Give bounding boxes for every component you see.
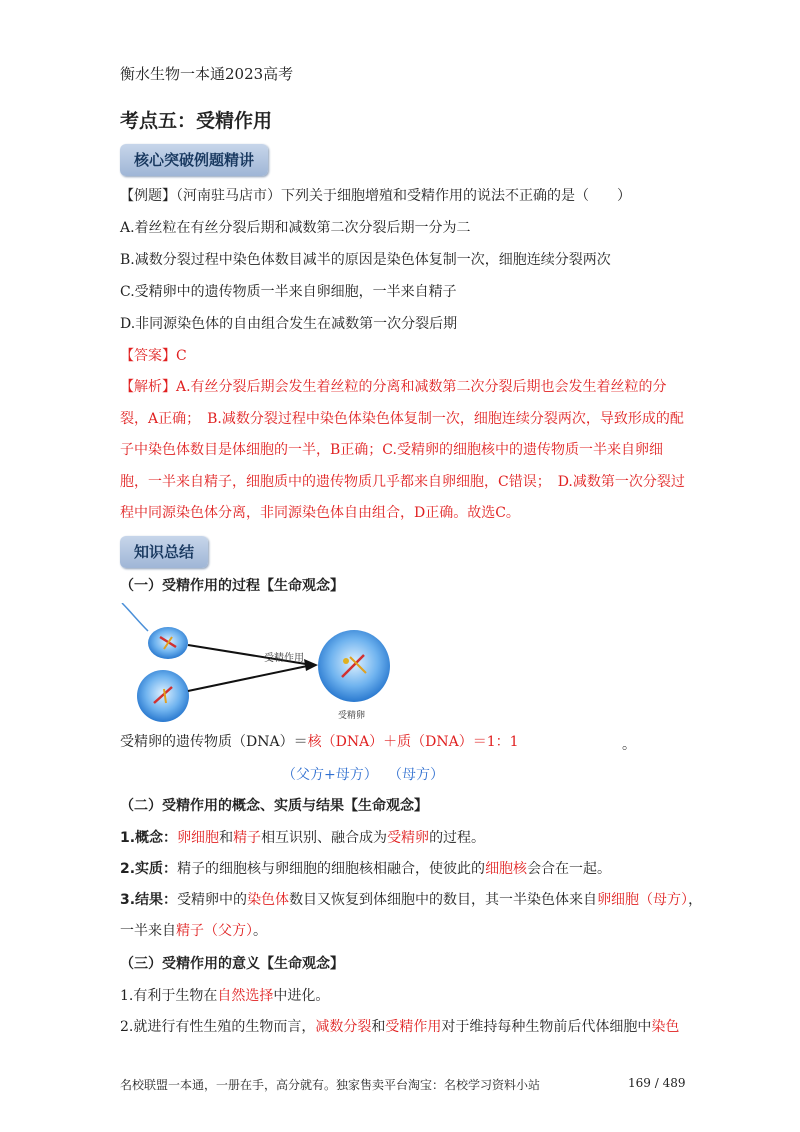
- concept-line: 1.概念：卵细胞和精子相互识别、融合成为受精卵的过程。: [120, 830, 486, 846]
- formula-red: 核（DNA）＋质（DNA）＝1：1: [307, 734, 519, 750]
- option-a: A.着丝粒在有丝分裂后期和减数第二次分裂后期一分为二: [120, 220, 471, 236]
- document-header: 衡水生物一本通2023高考: [120, 65, 294, 83]
- formula-sub-right: （母方）: [388, 767, 444, 783]
- result-line-2: 一半来自精子（父方）。: [120, 923, 267, 939]
- page-footer: 名校联盟一本通，一册在手，高分就有。独家售卖平台淘宝：名校学习资料小站: [120, 1078, 541, 1092]
- arrow-head: [304, 659, 318, 671]
- part1-heading: （一）受精作用的过程【生命观念】: [120, 578, 344, 594]
- arrow-line-bottom: [188, 665, 312, 691]
- analysis: 【解析】A.有丝分裂后期会发生着丝粒的分离和减数第二次分裂后期也会发生着丝粒的分裂，A正确； B.减数分裂过程中染色体染色体复制一次，细胞连续分裂两次，导致形成的配子中染色体数目是体细胞的一半，B正确；C.受精卵的细胞核中的遗传物质一半来自卵细胞，一半来自精子，细胞质中的遗传物质几乎都来自卵细胞，C错误； D.减数第一次分裂过程中同源染色体分离，非同源染色体自由组合，D正确。故选C。: [120, 379, 685, 521]
- dna-formula: [120, 732, 519, 752]
- option-b: B.减数分裂过程中染色体数目减半的原因是染色体复制一次，细胞连续分裂两次: [120, 252, 611, 268]
- page-number: 169 / 489: [628, 1076, 686, 1090]
- section-title: 考点五：受精作用: [120, 110, 273, 132]
- zygote-label: 受精卵: [338, 711, 366, 721]
- part3-heading: （三）受精作用的意义【生命观念】: [120, 956, 344, 972]
- process-label: 受精作用: [264, 653, 304, 664]
- option-d: D.非同源染色体的自由组合发生在减数第一次分裂后期: [120, 316, 458, 332]
- knowledge-summary-tag: 知识总结: [120, 536, 208, 568]
- core-examples-tag: 核心突破例题精讲: [120, 144, 268, 176]
- significance-line-2: 2.就进行有性生殖的生物而言，减数分裂和受精作用对于维持每种生物前后代体细胞中染色: [120, 1019, 680, 1035]
- result-line-1: 3.结果：受精卵中的染色体数目又恢复到体细胞中的数目，其一半染色体来自卵细胞（母方），: [120, 892, 703, 908]
- formula-end: 。: [622, 737, 636, 753]
- answer: 【答案】C: [120, 348, 187, 364]
- part2-heading: （二）受精作用的概念、实质与结果【生命观念】: [120, 798, 428, 814]
- example-question: 【例题】（河南驻马店市）下列关于细胞增殖和受精作用的说法不正确的是（ ）: [120, 188, 631, 204]
- essence-line: 2.实质：精子的细胞核与卵细胞的细胞核相融合，使彼此的细胞核会合在一起。: [120, 861, 612, 877]
- sperm-tail: [122, 603, 148, 631]
- formula-prefix: 受精卵的遗传物质（DNA）＝: [120, 734, 308, 750]
- significance-line-1: 1.有利于生物在自然选择中进化。: [120, 988, 330, 1004]
- fertilization-diagram: [120, 603, 420, 723]
- formula-sub-left: （父方+母方）: [282, 767, 378, 783]
- option-c: C.受精卵中的遗传物质一半来自卵细胞，一半来自精子: [120, 284, 457, 300]
